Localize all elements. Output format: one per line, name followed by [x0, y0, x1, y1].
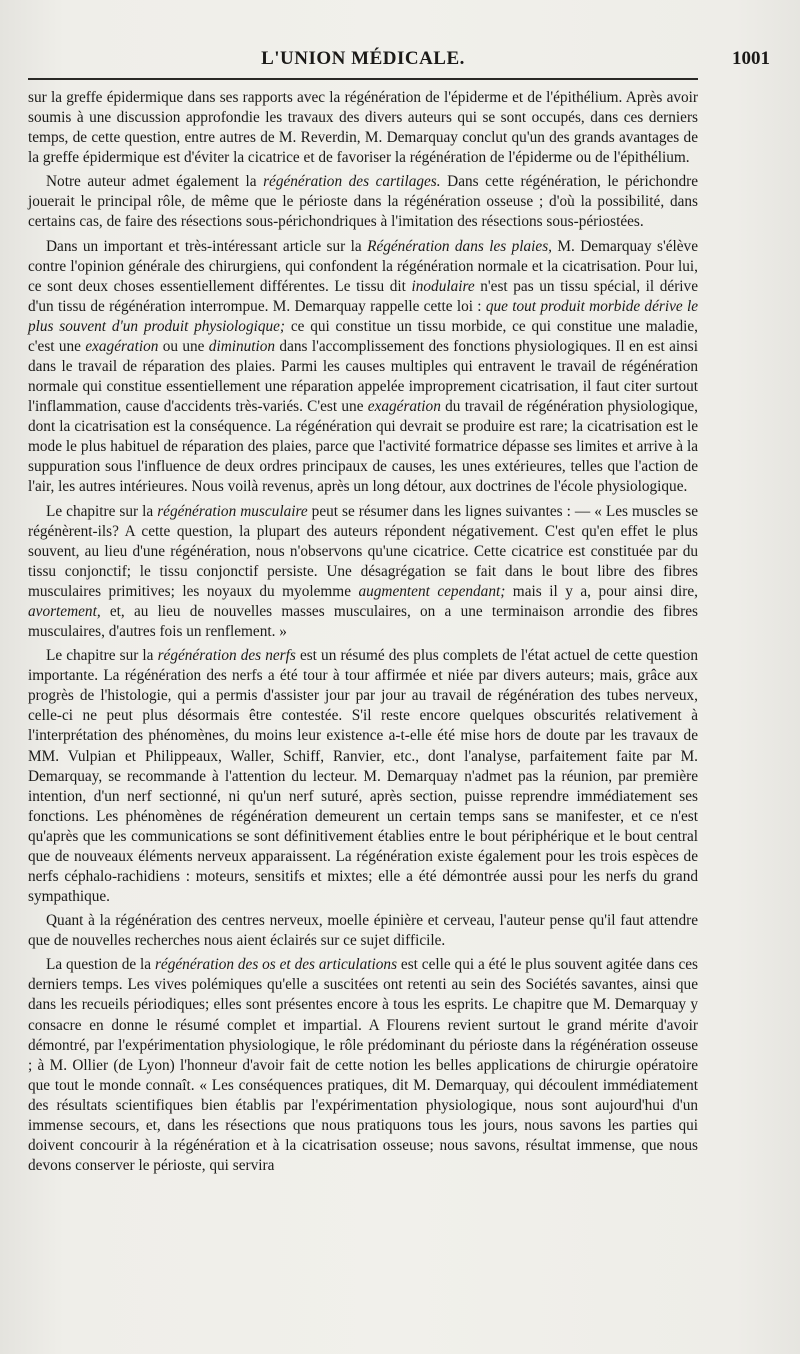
text-run: dans l'accomplissement des fonctions physiologiques. Il en est ainsi dans le travail de réparation des plaies. Parmi les causes multiples qui entravent le travail de régénération normale qui constitue essentiellement une réparation appelée improprement cicatrisation, il faut citer surtout l'inflammation, cause d'accidents très-variés. C'est une	[28, 337, 698, 416]
italic-text: exagération	[367, 398, 441, 416]
paragraph	[28, 237, 698, 498]
text-run: Dans cette régénération, le périchondre jouerait le principal rôle, de même que le périoste dans la régénération osseuse ; d'où la possibilité, dans certains cas, de faire des résections sous-périchondriques à l'imitation des résections sous-périostées.	[28, 173, 698, 231]
header-rule	[28, 78, 698, 80]
paragraph	[28, 88, 698, 168]
text-run: M. Demarquay s'élève contre l'opinion générale des chirurgiens, qui confondent la régénération normale et la cicatrisation. Pour lui, ce sont deux choses essentiellement différentes. Le tissu dit	[28, 237, 698, 295]
italic-text: Régénération dans les plaies,	[367, 237, 552, 255]
italic-text: exagération	[85, 337, 159, 355]
text-run: Dans un important et très-intéressant article sur la	[46, 237, 368, 255]
italic-text: régénération des os et des articulations	[154, 956, 398, 974]
text-run: Notre auteur admet également la	[46, 173, 264, 191]
body-text	[28, 88, 698, 1176]
text-run: La question de la	[46, 956, 155, 974]
text-run: peut se résumer dans les lignes suivantes : — « Les muscles se régénèrent-ils? A cette question, la plupart des auteurs répondent négativement. C'est qu'en effet le plus souvent, au lieu d'une régénération, nous n'observons qu'une cicatrice. Cette cicatrice est constituée par du tissu conjonctif; le tissu conjonctif persiste. Une désagrégation se fait dans le bout libre des fibres musculaires primitives; les noyaux du myolemme	[28, 502, 699, 600]
paragraph	[28, 911, 698, 951]
text-run: Le chapitre sur la	[46, 647, 158, 665]
italic-text: inodulaire	[411, 277, 475, 295]
text-run: est celle qui a été le plus souvent agitée dans ces derniers temps. Les vives polémiques qu'elle a suscitées ont retenti au sein des Sociétés savantes, ainsi que dans les recueils périodiques; elles sont présentes encore à tous les esprits. Le chapitre que M. Demarquay y consacre en donne le résumé complet et impartial. A Flourens revient surtout le grand mérite d'avoir démontré, par l'expérimentation physiologique, le rôle prédominant du périoste dans la régénération osseuse ; à M. Ollier (de Lyon) l'honneur d'avoir fait de cette notion les belles applications de chirurgie opératoire que tout le monde connaît. « Les conséquences pratiques, dit M. Demarquay, qui découlent immédiatement des résultats scientifiques bien établis par l'expérimentation physiologique, nous sont aujourd'hui d'un immense secours, et, dans les résections que nous pratiquons tous les jours, nous savons les parties qui doivent concourir à la régénération et à la cicatrisation osseuse; nous savons, résultat immense, que nous devons conserver le périoste, qui servira	[28, 956, 698, 1175]
italic-text: régénération des nerfs	[157, 647, 296, 665]
paragraph	[28, 172, 698, 232]
text-run: est un résumé des plus complets de l'état actuel de cette question importante. La régénération des nerfs a été tour à tour affirmée et niée par divers auteurs; mais, grâce aux progrès de l'histologie, qui a permis d'assister jour par jour au travail de régénération des tubes nerveux, celle-ci ne peut plus désormais être contestée. S'il reste encore quelques obscurités relativement à l'interprétation des phénomènes, du moins leur existence a-t-elle été mise hors de doute par les travaux de MM. Vulpian et Philippeaux, Waller, Schiff, Ranvier, etc., dont l'analyse, parfaitement faite par M. Demarquay, se recommande à l'attention du lecteur. M. Demarquay n'admet pas la réunion, par première intention, d'un nerf sectionné, ni qu'un nerf suturé, après section, puisse reprendre immédiatement ses fonctions. Les phénomènes de régénération demeurent un certain temps sans se manifester, et ce n'est qu'après que les communications se sont définitivement établies entre le bout périphérique et le bout central que de nouveaux éléments nerveux apparaissent. La régénération existe également pour les trois espèces de nerfs céphalo-rachidiens : moteurs, sensitifs et mixtes; elle a été démontrée aussi pour les nerfs du grand sympathique.	[28, 647, 698, 906]
text-run: ce qui constitue un tissu morbide, ce qui constitue une maladie, c'est une	[28, 317, 698, 355]
text-run: et, au lieu de nouvelles masses musculaires, on a une terminaison arrondie des fibres musculaires, d'autres fois un renflement. »	[28, 602, 698, 641]
text-run: sur la greffe épidermique dans ses rapports avec la régénération de l'épiderme et de l'épithélium. Après avoir soumis à une discussion approfondie les travaux des divers auteurs qui se sont occupés, dans ces derniers temps, de cette question, entre autres de M. Reverdin, M. Demarquay conclut qu'un des grands avantages de la greffe épidermique est d'éviter la cicatrice et de favoriser la régénération de l'épiderme ou de l'épithélium.	[28, 89, 698, 167]
italic-text: régénération des cartilages.	[263, 173, 441, 191]
italic-text: régénération musculaire	[157, 502, 308, 520]
journal-title: L'UNION MÉDICALE.	[261, 48, 465, 69]
running-header	[28, 48, 770, 76]
paragraph	[28, 502, 698, 643]
paragraph	[28, 955, 698, 1176]
text-run: Le chapitre sur la	[46, 502, 158, 520]
text-run: mais il y a, pour ainsi dire,	[505, 582, 698, 600]
italic-text: diminution	[208, 337, 276, 355]
text-run: du travail de régénération physiologique, dont la cicatrisation est la conséquence. La régénération qui devrait se produire est rare; la cicatrisation est le mode le plus habituel de réparation des plaies, parce que l'activité formatrice dépasse ses limites et arrive à la suppuration sous l'influence de deux ordres principaux de causes, les unes extérieures, telles que l'action de l'air, les autres intérieures. Nous voilà revenus, après un long détour, aux doctrines de l'école physiologique.	[28, 398, 699, 496]
italic-text: augmentent cependant;	[358, 582, 506, 600]
paragraph	[28, 646, 698, 907]
italic-text: avortement,	[28, 602, 101, 620]
page-number: 1001	[732, 48, 770, 69]
italic-text: que tout produit morbide dérive le plus souvent d'un produit physiologique;	[28, 297, 698, 335]
text-run: ou une	[158, 337, 209, 355]
text-run: n'est pas un tissu spécial, il dérive d'un tissu de régénération interrompue. M. Demarquay rappelle cette loi :	[28, 277, 698, 315]
text-run: Quant à la régénération des centres nerveux, moelle épinière et cerveau, l'auteur pense qu'il faut attendre que de nouvelles recherches nous aient éclairés sur ce sujet difficile.	[28, 912, 698, 950]
